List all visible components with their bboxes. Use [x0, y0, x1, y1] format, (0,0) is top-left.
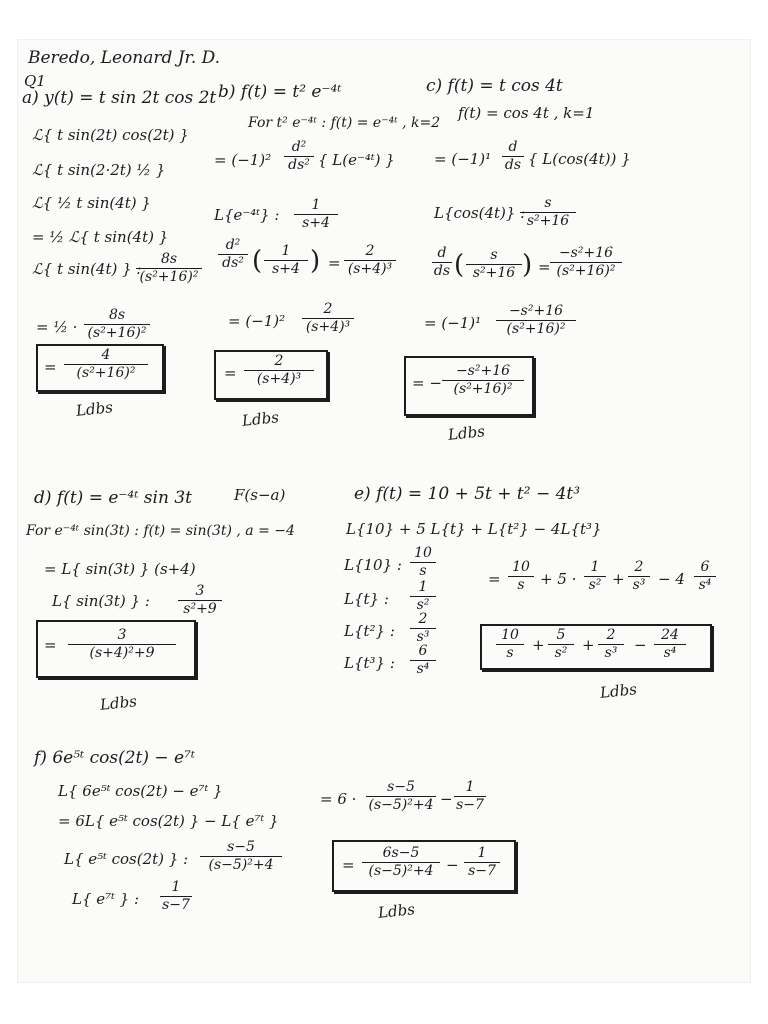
fraction: 6 s⁴ [694, 560, 716, 592]
student-name: Beredo, Leonard Jr. D. [28, 48, 221, 68]
fraction: 2 s³ [410, 612, 436, 644]
fraction: 2 (s+4)³ [344, 244, 396, 276]
step-line: { L(cos(4t)) } [528, 150, 631, 168]
answer-term: 24 s⁴ [654, 628, 686, 660]
answer-term: 6s−5 (s−5)²+4 [362, 846, 440, 878]
signature: Ldbs [99, 692, 138, 714]
signature: Ldbs [241, 408, 280, 430]
step-line: = ½ · [36, 318, 78, 336]
step-line: L{t²} : [344, 622, 395, 640]
paren-open: ( [454, 250, 465, 280]
step-line: = [538, 258, 551, 276]
step-line: For e⁻⁴ᵗ sin(3t) : f(t) = sin(3t) , a = −4 [26, 523, 295, 539]
step-line: = [488, 570, 501, 588]
question-number: Q1 [24, 72, 46, 90]
step-line: = (−1)¹ [424, 314, 482, 332]
fraction: 1 s+4 [294, 198, 338, 230]
derivative-operator: d² ds² [284, 140, 314, 172]
problem-f-title: f) 6e⁵ᵗ cos(2t) − e⁷ᵗ [34, 748, 196, 768]
derivative-operator: d ds [433, 245, 451, 279]
step-line: L{e⁻⁴ᵗ} : [214, 206, 280, 224]
step-line: = (−1)² [214, 151, 272, 169]
step-line: L{10} + 5 L{t} + L{t²} − 4L{t³} [346, 520, 602, 538]
fraction [84, 308, 150, 340]
fraction: 1 s+4 [264, 244, 308, 276]
step-line: = L{ sin(3t) } (s+4) [44, 560, 196, 578]
step-line: + 5 · [540, 570, 577, 588]
fraction: 1 s² [410, 580, 436, 612]
numerator: 4 [101, 347, 111, 363]
numerator: 8s [160, 251, 178, 267]
problem-e-title: e) f(t) = 10 + 5t + t² − 4t³ [354, 484, 581, 504]
fraction: 1 s−7 [160, 880, 192, 912]
fraction: 3 s²+9 [178, 584, 222, 616]
fraction: 10 s [410, 546, 436, 578]
fraction: s−5 (s−5)²+4 [200, 840, 282, 872]
fraction: s s²+16 [520, 196, 576, 228]
denominator: (s²+16)² [139, 268, 199, 285]
answer-equals: = [44, 358, 57, 376]
step-line: = ½ ℒ{ t sin(4t) } [32, 228, 169, 246]
answer-equals: = [44, 636, 57, 654]
step-line: L{10} : [344, 556, 402, 574]
paren-close: ) [522, 250, 533, 280]
answer-equals: = [342, 856, 355, 874]
fraction: 1 s−7 [454, 780, 486, 812]
denominator: (s²+16)² [87, 324, 147, 341]
answer-fraction: −s²+16 (s²+16)² [442, 364, 524, 396]
problem-c-title: c) f(t) = t cos 4t [426, 76, 563, 96]
numerator: 8s [108, 307, 126, 323]
step-line: ℒ{ ½ t sin(4t) } [32, 194, 151, 212]
step-line: − [440, 790, 453, 808]
step-line: = (−1)² [228, 312, 286, 330]
fraction: s−5 (s−5)²+4 [366, 780, 436, 812]
plus-sign: + [532, 636, 545, 654]
derivative-operator: d ds [502, 140, 524, 172]
answer-fraction [64, 348, 148, 380]
step-line: = (−1)¹ [434, 150, 492, 168]
fraction: −s²+16 (s²+16)² [550, 246, 622, 278]
problem-d-title: d) f(t) = e⁻⁴ᵗ sin 3t [34, 488, 192, 508]
answer-term: 5 s² [548, 628, 574, 660]
problem-b-title: b) f(t) = t² e⁻⁴ᵗ [218, 82, 342, 102]
signature: Ldbs [377, 900, 416, 922]
step-line: ℒ{ t sin(2·2t) ½ } [32, 161, 166, 179]
signature: Ldbs [447, 422, 486, 444]
problem-a-title: a) y(t) = t sin 2t cos 2t [22, 88, 217, 108]
answer-equals: = [224, 364, 237, 382]
fraction: 6 s⁴ [410, 644, 436, 676]
signature: Ldbs [75, 398, 114, 420]
signature: Ldbs [599, 680, 638, 702]
fraction: −s²+16 (s²+16)² [496, 304, 576, 336]
fraction [136, 252, 202, 284]
fraction: 1 s² [584, 560, 606, 592]
answer-term: 2 s³ [598, 628, 624, 660]
step-line: L{ sin(3t) } : [52, 592, 150, 610]
step-line: { L(e⁻⁴ᵗ) } [318, 151, 395, 169]
fraction: 2 (s+4)³ [302, 302, 354, 334]
plus-sign: + [582, 636, 595, 654]
fraction: 2 s³ [628, 560, 650, 592]
answer-equals: = − [412, 374, 442, 392]
step-line: ℒ{ t sin(4t) } : [32, 260, 142, 278]
step-line: L{t³} : [344, 654, 395, 672]
derivative-operator: d² ds² [218, 238, 248, 270]
minus-sign: − [634, 636, 647, 654]
step-line: = 6L{ e⁵ᵗ cos(2t) } − L{ e⁷ᵗ } [58, 812, 279, 830]
step-line: ℒ{ t sin(2t) cos(2t) } [32, 126, 189, 144]
step-line: = 6 · [320, 790, 357, 808]
step-line: f(t) = cos 4t , k=1 [458, 104, 595, 122]
step-line: L{ e⁷ᵗ } : [72, 890, 139, 908]
answer-term: 1 s−7 [464, 846, 500, 878]
answer-fraction: 3 (s+4)²+9 [68, 628, 176, 660]
step-line: L{t} : [344, 590, 389, 608]
minus-sign: − [446, 856, 459, 874]
step-line: L{ 6e⁵ᵗ cos(2t) − e⁷ᵗ } [58, 782, 223, 800]
step-line: = [328, 254, 341, 272]
denominator: (s²+16)² [76, 364, 136, 381]
fraction: s s²+16 [466, 248, 522, 280]
paren-close: ) [310, 246, 321, 276]
answer-term: 10 s [496, 628, 524, 660]
step-line: L{cos(4t)} : [434, 204, 526, 222]
step-line: − 4 [658, 570, 685, 588]
fraction: 10 s [508, 560, 534, 592]
answer-fraction: 2 (s+4)³ [244, 354, 314, 386]
handwritten-worksheet [18, 40, 750, 982]
step-line: For t² e⁻⁴ᵗ : f(t) = e⁻⁴ᵗ , k=2 [248, 115, 441, 131]
step-line: + [612, 570, 625, 588]
step-line: L{ e⁵ᵗ cos(2t) } : [64, 850, 189, 868]
paren-open: ( [252, 246, 263, 276]
shift-note: F(s−a) [234, 486, 286, 504]
